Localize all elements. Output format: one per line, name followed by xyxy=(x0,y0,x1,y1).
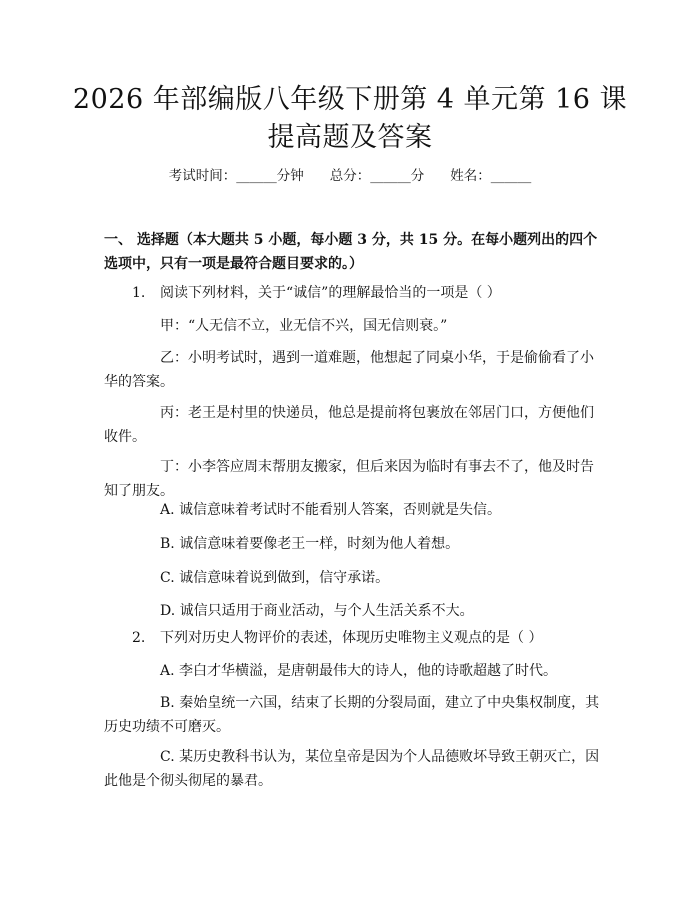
question-1-option-d[interactable]: D. 诚信只适用于商业活动，与个人生活关系不大。 xyxy=(160,603,474,619)
exam-score: 总分：______分 xyxy=(329,168,425,184)
question-2-stem xyxy=(132,626,542,650)
question-1-option-c[interactable]: C. 诚信意味着说到做到，信守承诺。 xyxy=(160,570,390,586)
material-ding: 丁：小李答应周末帮朋友搬家，但后来因为临时有事去不了，他及时告知了朋友。 xyxy=(104,459,594,499)
question-2-text: 下列对历史人物评价的表述，体现历史唯物主义观点的是（ ） xyxy=(160,630,543,646)
exam-meta xyxy=(0,166,700,186)
question-1-stem xyxy=(132,281,501,305)
section-heading: 一、 选择题（本大题共 5 小题，每小题 3 分，共 15 分。在每小题列出的四个选项中，只有一项是最符合题目要求的。） xyxy=(104,232,598,272)
material-yi: 乙：小明考试时，遇到一道难题，他想起了同桌小华，于是偷偷看了小华的答案。 xyxy=(104,350,594,390)
student-name: 姓名：______ xyxy=(450,168,532,184)
question-1-option-a[interactable]: A. 诚信意味着考试时不能看别人答案，否则就是失信。 xyxy=(160,502,502,518)
question-1-text: 阅读下列材料，关于“诚信”的理解最恰当的一项是（ ） xyxy=(160,285,501,301)
material-jia: 甲：“人无信不立，业无信不兴，国无信则衰。” xyxy=(160,318,448,334)
document-title-line2: 提高题及答案 xyxy=(267,122,433,153)
exam-time: 考试时间：______分钟 xyxy=(168,168,304,184)
question-2-option-b[interactable]: B. 秦始皇统一六国，结束了长期的分裂局面，建立了中央集权制度，其历史功绩不可磨灭。 xyxy=(104,695,600,735)
question-2-option-a[interactable]: A. 李白才华横溢，是唐朝最伟大的诗人，他的诗歌超越了时代。 xyxy=(160,663,558,679)
material-bing: 丙：老王是村里的快递员，他总是提前将包裹放在邻居门口，方便他们收件。 xyxy=(104,405,594,445)
document-title-line1: 2026 年部编版八年级下册第 4 单元第 16 课 xyxy=(72,84,628,115)
question-2-option-c[interactable]: C. 某历史教科书认为，某位皇帝是因为个人品德败坏导致王朝灭亡，因此他是个彻头彻尾的暴君。 xyxy=(104,749,600,789)
question-1-number: 1. xyxy=(132,285,146,301)
question-1-option-b[interactable]: B. 诚信意味着要像老王一样，时刻为他人着想。 xyxy=(160,536,460,552)
question-2-number: 2. xyxy=(132,630,146,646)
